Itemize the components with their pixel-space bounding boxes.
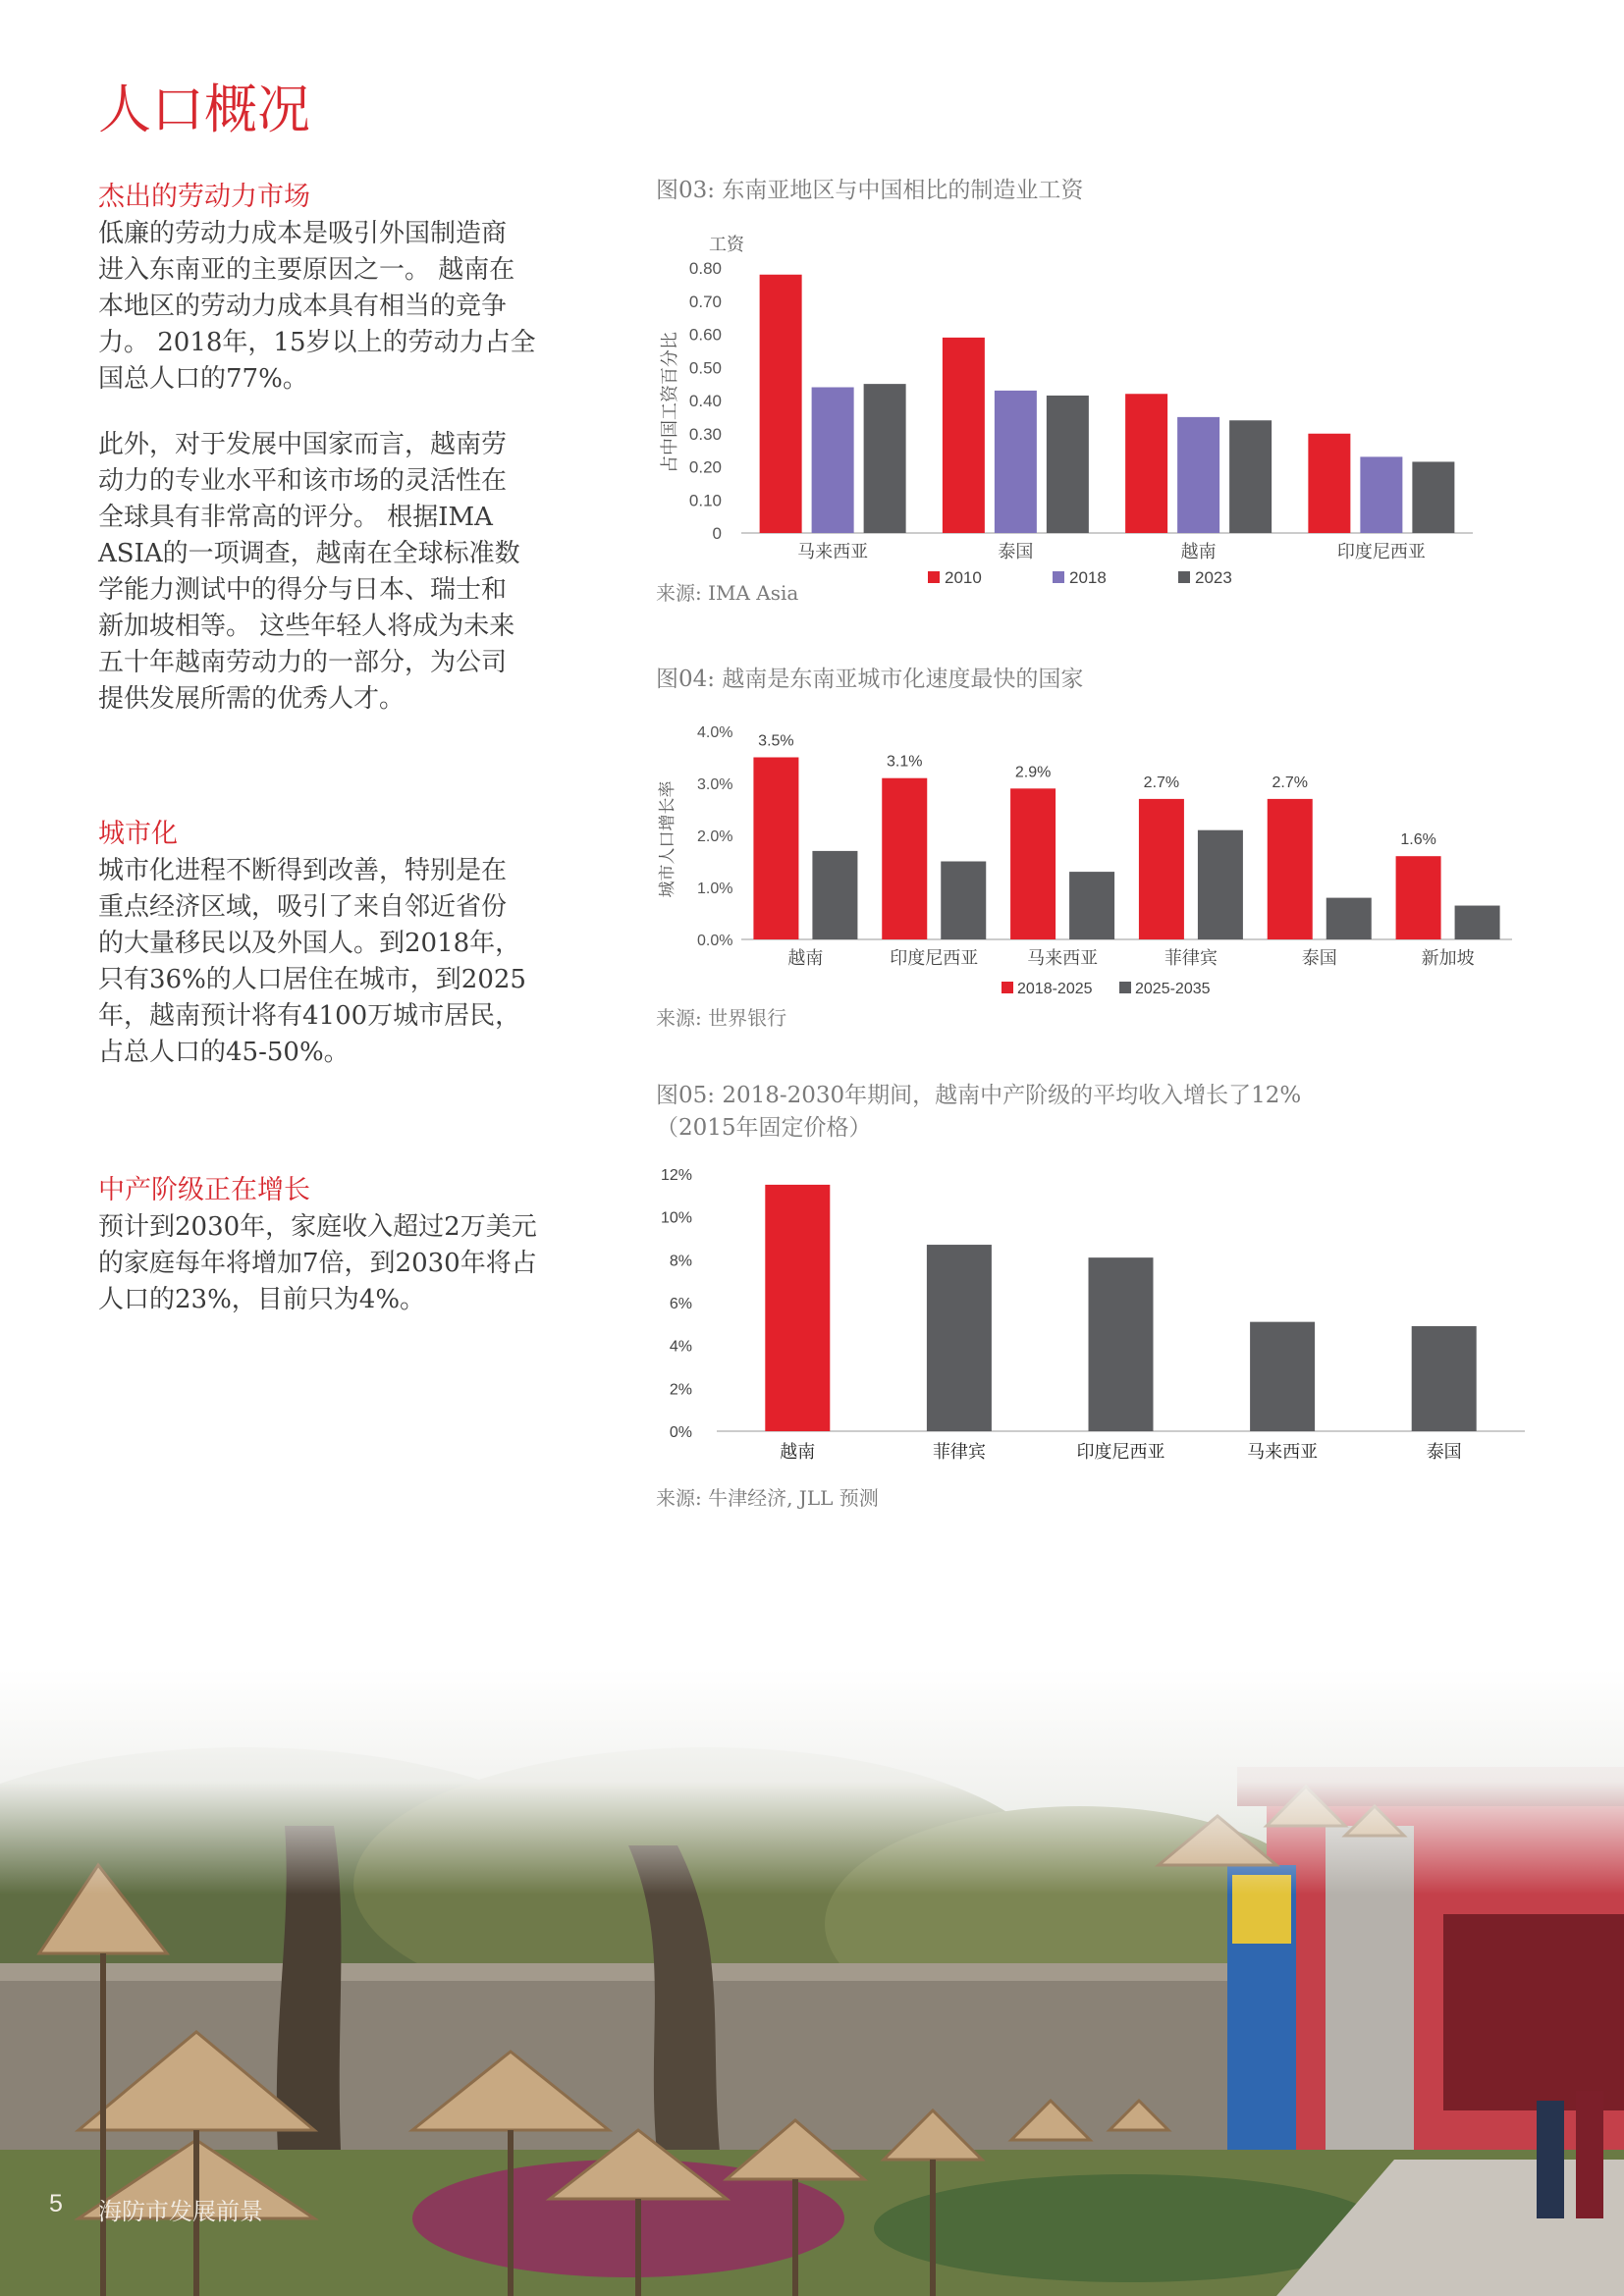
- x-tick-label: 越南: [787, 948, 824, 968]
- legend-swatch-2018-2025: [1001, 982, 1013, 993]
- bar-2023-马来西亚: [864, 384, 906, 533]
- x-tick-label: 印度尼西亚: [890, 948, 979, 968]
- bar-2023-越南: [1229, 420, 1272, 533]
- figure-05-title: 图05: 2018-2030年期间，越南中产阶级的平均收入增长了12% （2015年固定价格）: [656, 1083, 1302, 1141]
- x-tick-label: 泰国: [1426, 1442, 1462, 1462]
- bar-菲律宾: [927, 1245, 992, 1431]
- bar-2018-越南: [1177, 417, 1219, 533]
- section-text-labour-1: 低廉的劳动力成本是吸引外国制造商 进入东南亚的主要原因之一。 越南在 本地区的劳动力成本具有相当的竞争 力。 2018年，15岁以上的劳动力占全 国总人口的77%。: [98, 219, 536, 394]
- footer-text: 海防市发展前景: [98, 2199, 263, 2225]
- bar-2018-2025-菲律宾: [1139, 799, 1184, 939]
- x-tick-label: 越南: [1180, 542, 1217, 561]
- bar-2018-2025-泰国: [1268, 799, 1313, 939]
- y-tick-label: 6%: [669, 1296, 692, 1312]
- chart-middle-class-income-growth: [648, 1158, 1532, 1472]
- y-tick-label: 0.10: [688, 491, 722, 510]
- bar-2010-马来西亚: [760, 275, 802, 533]
- data-label: 2.9%: [1014, 764, 1052, 781]
- legend-swatch-2023: [1178, 571, 1190, 583]
- y-tick-label: 0.20: [688, 457, 722, 477]
- bar-2018-印度尼西亚: [1360, 456, 1402, 533]
- x-tick-label: 新加坡: [1421, 948, 1475, 968]
- bar-2025-2035-新加坡: [1455, 906, 1500, 939]
- figure-05-source: 来源: 牛津经济, JLL 预测: [656, 1486, 879, 1510]
- section-text-labour-2: 此外，对于发展中国家而言，越南劳 动力的专业水平和该市场的灵活性在 全球具有非常高的评分。 根据IMA ASIA的一项调查，越南在全球标准数 学能力测试中的得分与日本、瑞士和 新加坡相等。 这些年轻人将成为未来 五十年越南劳动力的一部分，为公司 提供发展所需的优秀人才。: [98, 430, 520, 714]
- data-label: 3.5%: [758, 732, 794, 750]
- bar-2018-2025-新加坡: [1396, 856, 1441, 939]
- x-tick-label: 马来西亚: [1027, 948, 1099, 968]
- bar-2010-越南: [1125, 394, 1167, 533]
- data-label: 1.6%: [1400, 831, 1436, 849]
- bar-2018-2025-马来西亚: [1010, 788, 1056, 939]
- y-axis-title-top: 工资: [709, 235, 744, 254]
- bar-2023-泰国: [1047, 396, 1089, 533]
- y-tick-label: 2.0%: [697, 828, 733, 845]
- x-tick-label: 马来西亚: [797, 542, 869, 561]
- bar-2018-马来西亚: [812, 388, 854, 534]
- y-axis-title: 占中国工资百分比: [660, 332, 679, 473]
- bar-2010-泰国: [943, 338, 985, 533]
- section-heading-urban: 城市化: [98, 819, 178, 849]
- bar-2025-2035-泰国: [1326, 898, 1372, 939]
- figure-03-title: 图03: 东南亚地区与中国相比的制造业工资: [656, 178, 1084, 203]
- bar-泰国: [1412, 1326, 1477, 1431]
- x-tick-label: 马来西亚: [1247, 1442, 1319, 1462]
- bar-2018-泰国: [995, 391, 1037, 533]
- legend-label-2010: 2010: [945, 568, 982, 587]
- legend-swatch-2018: [1053, 571, 1064, 583]
- chart-manufacturing-wages: [648, 221, 1492, 599]
- section-text-urban: 城市化进程不断得到改善，特别是在 重点经济区域，吸引了来自邻近省份 的大量移民以及外国人。到2018年， 只有36%的人口居住在城市，到2025 年，越南预计将有4100万城市居民， 占总人口的45-50%。: [98, 856, 526, 1067]
- x-tick-label: 泰国: [998, 542, 1034, 561]
- section-text-middle-class: 预计到2030年，家庭收入超过2万美元 的家庭每年将增加7倍，到2030年将占 人口的23%，目前只为4%。: [98, 1212, 537, 1314]
- page-title: 人口概况: [98, 79, 310, 140]
- x-tick-label: 菲律宾: [1164, 948, 1218, 968]
- y-tick-label: 4%: [669, 1338, 692, 1356]
- x-tick-label: 菲律宾: [932, 1442, 986, 1462]
- y-tick-label: 2%: [669, 1381, 692, 1399]
- data-label: 2.7%: [1272, 774, 1308, 791]
- y-tick-label: 4.0%: [697, 724, 733, 741]
- x-tick-label: 越南: [780, 1442, 816, 1462]
- y-tick-label: 0.50: [688, 358, 722, 378]
- data-label: 3.1%: [887, 753, 923, 771]
- legend-label-2023: 2023: [1195, 568, 1232, 587]
- legend-label-2025-2035: 2025-2035: [1135, 981, 1211, 997]
- legend-swatch-2025-2035: [1119, 982, 1131, 993]
- legend-label-2018: 2018: [1069, 568, 1107, 587]
- y-axis-title: 城市人口增长率: [658, 780, 677, 898]
- section-heading-labour: 杰出的劳动力市场: [98, 182, 310, 212]
- figure-04-source: 来源: 世界银行: [656, 1006, 787, 1030]
- bar-印度尼西亚: [1089, 1257, 1154, 1431]
- section-heading-middle-class: 中产阶级正在增长: [98, 1175, 310, 1205]
- y-tick-label: 0.30: [688, 424, 722, 444]
- bar-2018-2025-印度尼西亚: [882, 778, 927, 939]
- bar-马来西亚: [1250, 1322, 1315, 1431]
- y-tick-label: 0%: [669, 1424, 692, 1441]
- bar-2023-印度尼西亚: [1412, 461, 1454, 533]
- legend-label-2018-2025: 2018-2025: [1017, 981, 1093, 997]
- y-tick-label: 0.80: [688, 259, 722, 278]
- data-label: 2.7%: [1143, 774, 1180, 791]
- y-tick-label: 0.0%: [697, 933, 733, 949]
- figure-03-source: 来源: IMA Asia: [656, 581, 799, 605]
- bar-2018-2025-越南: [753, 758, 798, 940]
- y-tick-label: 0: [712, 524, 722, 543]
- y-tick-label: 1.0%: [697, 881, 733, 897]
- y-tick-label: 12%: [660, 1167, 692, 1184]
- x-tick-label: 泰国: [1301, 948, 1337, 968]
- y-tick-label: 0.70: [688, 292, 722, 311]
- bar-越南: [765, 1185, 830, 1431]
- y-tick-label: 8%: [669, 1253, 692, 1270]
- y-tick-label: 0.40: [688, 392, 722, 410]
- y-tick-label: 10%: [660, 1209, 692, 1227]
- x-tick-label: 印度尼西亚: [1336, 542, 1426, 561]
- figure-04-title: 图04: 越南是东南亚城市化速度最快的国家: [656, 667, 1084, 692]
- page-number: 5: [49, 2190, 63, 2217]
- x-tick-label: 印度尼西亚: [1076, 1442, 1165, 1462]
- chart-urbanization-growth: [648, 712, 1532, 1006]
- bar-2025-2035-马来西亚: [1069, 872, 1114, 939]
- legend-swatch-2010: [928, 571, 940, 583]
- bar-2025-2035-菲律宾: [1198, 830, 1243, 939]
- y-tick-label: 0.60: [688, 325, 722, 345]
- y-tick-label: 3.0%: [697, 776, 733, 793]
- bar-2025-2035-越南: [812, 851, 857, 939]
- bar-2025-2035-印度尼西亚: [941, 862, 986, 940]
- bar-2010-印度尼西亚: [1308, 434, 1350, 533]
